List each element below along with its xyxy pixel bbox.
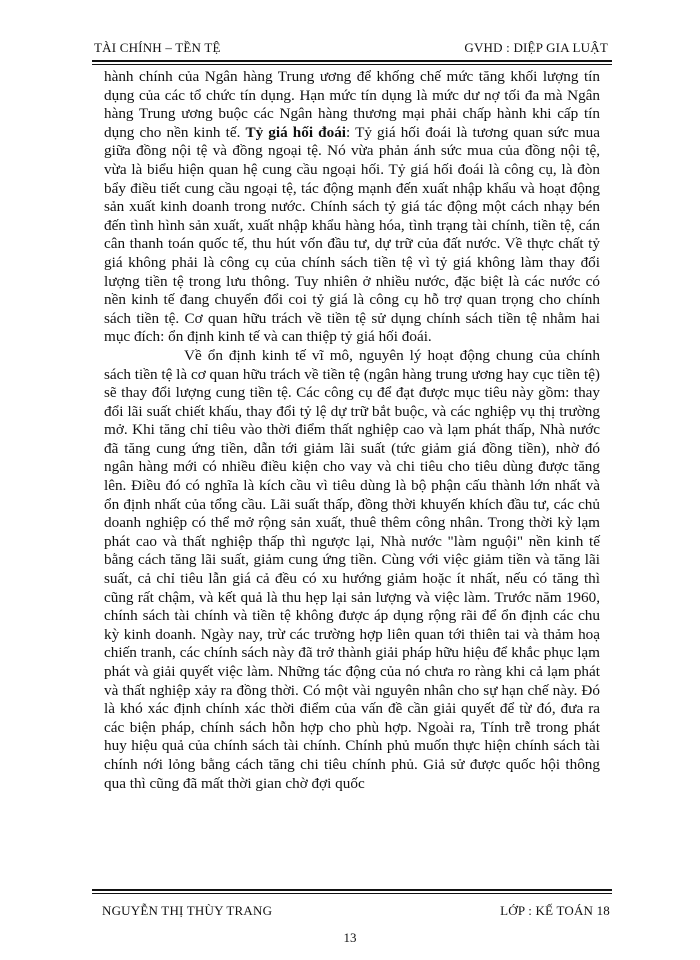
document-body: [104, 68, 600, 793]
paragraph-text: : Tỷ giá hối đoái là tương quan sức mua giữa đồng nội tệ và đồng ngoại tệ. Nó vừa phản ánh sức mua của đồng nội tệ, vừa là biểu hiện quan hệ cung cầu ngoại hối. Tỷ giá hối đoái là công cụ, là đòn bẩy điều tiết cung cầu ngoại tệ, tác động mạnh đến xuất nhập khẩu và hoạt động sản xuất kinh doanh trong nước. Chính sách tỷ giá tác động một cách nhạy bén đến tình hình sản xuất, xuất nhập khẩu hàng hóa, tình trạng tài chính, tiền tệ, cán cân thanh toán quốc tế, thu hút vốn đầu tư, dự trữ của đất nước. Về thực chất tỷ giá không phải là công cụ của chính sách tiền tệ vì tỷ giá không làm thay đổi lượng tiền tệ trong lưu thông. Tuy nhiên ở nhiều nước, đặc biệt là các nước có nền kinh tế đang chuyển đổi coi tỷ giá là công cụ hỗ trợ quan trọng cho chính sách tiền tệ. Cơ quan hữu trách về tiền tệ sử dụng chính sách tiền tệ nhằm hai mục đích: ổn định kinh tế và can thiệp tỷ giá hối đoái.: [104, 123, 601, 346]
footer-divider: [92, 889, 612, 894]
header-instructor: GVHD : DIỆP GIA LUẬT: [464, 40, 608, 55]
footer-student-name: NGUYỄN THỊ THÙY TRANG: [102, 903, 273, 918]
header-course-title: TÀI CHÍNH – TỀN TỆ: [94, 40, 221, 55]
page-footer: [92, 903, 612, 921]
term-heading: Tỷ giá hối đoái: [245, 123, 347, 141]
page-number: 13: [343, 930, 357, 945]
paragraph-exchange-rate: [104, 68, 600, 347]
header-divider: [92, 60, 612, 65]
paragraph-text: hành chính của Ngân hàng Trung ương để khống chế mức tăng khối lượng tín dụng của các tổ chức tín dụng. Hạn mức tín dụng là mức dư nợ tối đa mà Ngân hàng Trung ương buộc các Ngân hàng thương mại phải chấp hành khi cấp tín dụng cho nền kinh tế.: [104, 68, 600, 141]
paragraph-macro-stability: Về ổn định kinh tế vĩ mô, nguyên lý hoạt động chung của chính sách tiền tệ là cơ quan hữu trách về tiền tệ (ngân hàng trung ương hay cục tiền tệ) sẽ thay đổi lượng cung tiền tệ. Các công cụ để đạt được mục tiêu này gồm: thay đổi lãi suất chiết khấu, thay đổi tỷ lệ dự trữ bắt buộc, và các nghiệp vụ thị trường mở. Khi tăng chỉ tiêu vào thời điểm thất nghiệp cao và lạm phát thấp, Nhà nước đã tăng cung ứng tiền, dẫn tới giảm lãi suất (tức giảm giá đồng tiền), nhờ đó ngân hàng mới có nhiều điều kiện cho vay và chi tiêu cho tiêu dùng được tăng lên. Điều đó có nghĩa là kích cầu vì tiêu dùng là bộ phận cấu thành lớn nhất và ổn định nhất của tổng cầu. Lãi suất thấp, đồng thời khuyến khích đầu tư, các chủ doanh nghiệp có thể mở rộng sản xuất, thuê thêm công nhân. Trong thời kỳ lạm phát cao và thất nghiệp thấp thì ngược lại, Nhà nước "làm nguội" nền kinh tế bằng cách tăng lãi suất, giảm cung ứng tiền. Cùng với việc giảm tiền và tăng lãi suất, cả chỉ tiêu lẫn giá cả đều có xu hướng giảm hoặc ít nhất, nếu có tăng thì cũng rất chậm, và kết quả là thu hẹp lại sản lượng và việc làm. Trước năm 1960, chính sách tài chính và tiền tệ không được áp dụng rộng rãi để ổn định các chu kỳ kinh doanh. Ngày nay, trừ các trường hợp liên quan tới thiên tai và thảm hoạ chiến tranh, các chính sách này đã trở thành giải pháp hữu hiệu để khắc phục lạm phát và giải quyết việc làm. Những tác động của nó chưa ro ràng khi cả lạm phát và thất nghiệp xảy ra đồng thời. Có một vài nguyên nhân cho sự hạn chế này. Đó là khó xác định chính xác thời điểm của vấn đề cần giải quyết để từ đó, đưa ra các biện pháp, chính sách hỗn hợp cho phù hợp. Ngoài ra, Tính trễ trong phát huy hiệu quả của chính sách tài chính. Chính phủ muốn thực hiện chính sách tài chính nới lỏng bằng cách tăng chi tiêu chính phủ. Giả sử được quốc hội thông qua thì cũng đã mất thời gian chờ đợi quốc: [104, 346, 600, 792]
footer-class: LỚP : KẾ TOÁN 18: [500, 903, 610, 918]
page-header: [92, 38, 610, 58]
